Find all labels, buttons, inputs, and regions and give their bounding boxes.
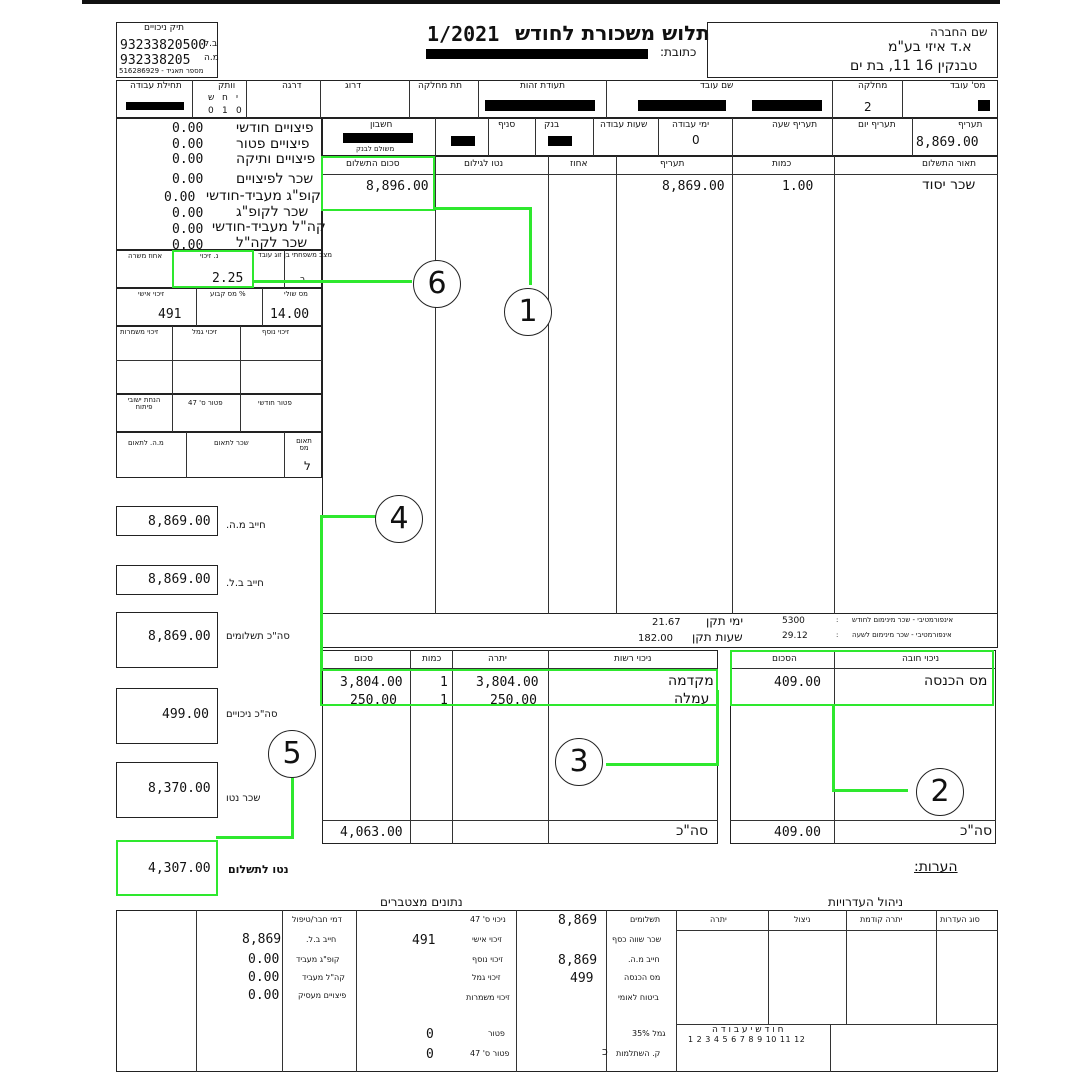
marginal-tax-value: 14.00 (270, 307, 310, 322)
day-rate-label: תעריף יום (858, 120, 896, 130)
cum-pension-credit-label: זיכוי גמל (472, 973, 501, 982)
redacted-start-date (126, 102, 184, 110)
highlight-net-to-pay (116, 840, 218, 896)
taxable-income-label: חייב מ.ה. (226, 520, 266, 531)
pay-rate: 8,869.00 (662, 179, 725, 194)
min-hour-label: אינפורמטיבי - שכר מינימום לשעה (852, 631, 952, 639)
ni-taxable-label: חייב ב.ל. (226, 578, 264, 589)
notes-label: הערות: (914, 859, 958, 875)
work-months-numbers: 1 2 3 4 5 6 7 8 9 10 11 12 (688, 1035, 806, 1044)
net-salary-value: 8,370.00 (148, 781, 211, 796)
branch-label: סניף (498, 120, 516, 130)
annotation-1: 1 (504, 288, 552, 336)
cum-taxable-value: 8,869 (558, 953, 598, 968)
cum-exempt-label: פטור (488, 1029, 505, 1038)
dev-area-label: הנחת ישובי פיתוח (127, 396, 161, 411)
min-month-value: 5300 (782, 616, 805, 626)
advance-label: מקדמה (668, 673, 714, 689)
voluntary-amount-header: סכום (354, 654, 374, 664)
cumulative-title: נתונים מצטברים (380, 895, 463, 909)
mandatory-header: ניכוי חובה (902, 654, 940, 664)
cum-personal-credit-value: 491 (412, 933, 436, 948)
annotation-6: 6 (413, 260, 461, 308)
company-label: שם החברה (930, 25, 988, 39)
pay-amount: 8,896.00 (366, 179, 429, 194)
cum-extra-credit-label: זיכוי נוסף (472, 955, 503, 964)
cum-s47-exempt-value: 0 (426, 1047, 434, 1062)
adj-mh-label: מ.ה. לתאום (128, 439, 164, 447)
advance-amount: 3,804.00 (340, 675, 403, 690)
min-hour-value: 29.12 (782, 631, 808, 641)
seniority-years-label: י (236, 93, 239, 103)
personal-credit-label: זיכוי אישי (138, 290, 165, 298)
total-payments-label: סה"כ תשלומים (226, 631, 290, 642)
tax-adj-label: תאום מס (296, 437, 312, 452)
annotation-3: 3 (555, 738, 603, 786)
credit-points-value: 2.25 (212, 271, 244, 286)
voluntary-qty-header: כמות (422, 654, 442, 664)
cum-exempt-value: 0 (426, 1027, 434, 1042)
sev-seniority-value: 0.00 (172, 152, 204, 167)
net-salary-label: שכר נטו (226, 793, 261, 804)
cum-ni-label: ביטוח לאומי (618, 993, 659, 1002)
mh-value: 932338205 (120, 53, 191, 68)
seniority-days: 0 (208, 106, 214, 116)
cum-benefit-label: שכר שווה כסף (612, 935, 662, 944)
pay-pct-header: אחוז (570, 159, 588, 169)
cum-s47-label: ניכוי ס' 47 (470, 915, 506, 924)
shifts-credit-label: זיכוי משמרות (120, 328, 159, 336)
cum-personal-credit-label: זיכוי אישי (472, 935, 502, 944)
department-value: 2 (864, 100, 872, 114)
cum-payments-label: תשלומים (630, 915, 661, 924)
cum-taxable-label: חייב מ.ה. (628, 955, 660, 964)
credit-points-label: נ. זיכוי (200, 252, 219, 260)
cum-study-fund-value: כ (602, 1045, 608, 1058)
seniority-months-label: ח (222, 93, 228, 103)
monthly-exempt-label: פטור חודשי (258, 399, 292, 407)
sev-exempt-value: 0.00 (172, 137, 204, 152)
cum-union-fee-label: דמי חבר/טיפול (292, 915, 342, 924)
extra-credit-label: זיכוי נוסף (262, 328, 290, 336)
sev-exempt-label: פיצויים פטור (236, 136, 310, 152)
marginal-tax-label: מס שולי (284, 290, 308, 298)
study-fund-employer-value: 0.00 (172, 222, 204, 237)
company-address: טבנקין 16 11, בת ים (850, 58, 978, 74)
fee-balance: 250.00 (490, 693, 537, 708)
sev-monthly-value: 0.00 (172, 121, 204, 136)
ni-taxable-value: 8,869.00 (148, 572, 211, 587)
pension-employer-label: קופ"ג מעביד-חודשי (206, 188, 321, 204)
bl-label: ב.ל (204, 39, 218, 49)
absence-balance-header: יתרה (710, 915, 727, 924)
min-month-label: אינפורמטיבי - שכר מינימום לחודש (852, 616, 954, 624)
absence-type-header: סוג העדרות (940, 915, 980, 924)
cum-study-employer-label: קה"ל מעביד (302, 973, 345, 982)
redacted-last-name (638, 100, 726, 111)
rate-label: תעריף (958, 120, 983, 130)
cum-income-tax-label: מס הכנסה (624, 973, 661, 982)
redacted-first-name (752, 100, 822, 111)
cum-pension-employer-label: קופ"ג מעביד (296, 955, 340, 964)
id-label: תעודת זהות (520, 81, 566, 91)
advance-qty: 1 (440, 675, 448, 690)
mandatory-total-value: 409.00 (774, 825, 821, 840)
adj-salary-label: שכר לתאום (214, 439, 249, 447)
bank-label: בנק (544, 120, 560, 130)
cum-severance-employer-value: 0.00 (248, 988, 280, 1003)
pay-rate-header: תעריף (660, 159, 685, 169)
highlight-mandatory-deductions (730, 650, 994, 706)
highlight-credit-points (172, 250, 254, 288)
seniority-days-label: ש (208, 93, 215, 103)
emp-no-label: מס' עובד (950, 81, 986, 91)
sev-salary-value: 0.00 (172, 172, 204, 187)
study-fund-salary-label: שכר לקה"ל (236, 235, 308, 251)
pension-employer-value: 0.00 (164, 190, 196, 205)
absence-title: ניהול העדרויות (828, 895, 904, 909)
annotation-5: 5 (268, 730, 316, 778)
total-deductions-label: סה"כ ניכויים (226, 709, 278, 720)
income-tax-label: מס הכנסה (924, 673, 988, 689)
fee-label: עמלה (674, 691, 710, 707)
annotation-4: 4 (375, 495, 423, 543)
employer-no: 516286929 - מספר תאגיד (119, 67, 204, 75)
mandatory-amount-header: הסכום (772, 654, 797, 664)
redacted-emp-no (978, 100, 990, 111)
taxable-income-value: 8,869.00 (148, 514, 211, 529)
redacted-id (485, 100, 595, 111)
sev-salary-label: שכר לפיצויים (236, 171, 314, 187)
std-hours-label: שעות תקן (692, 630, 743, 644)
pay-desc: שכר יסוד (922, 177, 976, 193)
sev-seniority-label: פיצויים ותיקה (236, 151, 316, 167)
redacted-bank (548, 136, 572, 146)
redacted-account (343, 133, 413, 143)
account-label: חשבון (370, 120, 393, 130)
rank-label: דרוג (345, 81, 362, 91)
net-to-pay-value: 4,307.00 (148, 861, 211, 876)
job-percent-label: אחוז משרה (128, 252, 163, 260)
hour-rate-label: תעריף שעה (772, 120, 818, 130)
voluntary-header: ניכוי רשות (614, 654, 652, 664)
fee-amount: 250.00 (350, 693, 397, 708)
work-days-label: ימי עבודה (672, 120, 710, 130)
s47-exempt-label: פטור ס' 47 (188, 399, 223, 407)
cum-payments-value: 8,869 (558, 913, 598, 928)
redacted-branch (451, 136, 475, 146)
pay-qty-header: כמות (772, 159, 792, 169)
voluntary-balance-header: יתרה (488, 654, 507, 664)
redacted-address (426, 49, 648, 59)
cum-study-fund-label: ק. השתלמות (616, 1049, 661, 1058)
personal-credit-value: 491 (158, 307, 182, 322)
payslip-period: 1/2021 (427, 22, 500, 46)
work-hours-label: שעות עבודה (600, 120, 648, 130)
cum-income-tax-value: 499 (570, 971, 594, 986)
income-tax-amount: 409.00 (774, 675, 821, 690)
page-top-border (82, 0, 1000, 4)
cum-pension-employer-value: 0.00 (248, 952, 280, 967)
advance-balance: 3,804.00 (476, 675, 539, 690)
start-date-label: תחילת עבודה (130, 81, 182, 91)
pay-grossup-header: נטו לגילום (464, 159, 504, 169)
mh-label: מ.ה (204, 53, 219, 63)
marital-label: מצב משפחתי (292, 251, 333, 259)
pay-qty: 1.00 (782, 179, 814, 194)
bank-payment-note: משולם לבנק (356, 145, 395, 153)
cum-shifts-credit-label: זיכוי משמרות (466, 993, 510, 1002)
seniority-label: וותק (218, 81, 236, 91)
std-days-value: 21.67 (652, 617, 681, 628)
highlight-payment-amount (321, 156, 435, 211)
std-days-label: ימי תקן (706, 614, 744, 628)
net-to-pay-label: נטו לתשלום (228, 863, 289, 876)
work-days-value: 0 (692, 133, 700, 147)
subdept-label: תת מחלקה (418, 81, 463, 91)
spouse-label: בן זוג עובד (258, 251, 290, 259)
dept-label: מחלקה (858, 81, 888, 91)
total-payments-value: 8,869.00 (148, 629, 211, 644)
pension-salary-value: 0.00 (172, 206, 204, 221)
absence-used-header: ניצול (794, 915, 811, 924)
cum-study-employer-value: 0.00 (248, 970, 280, 985)
highlight-voluntary-deductions (320, 669, 718, 706)
cum-severance-employer-label: פיצויים מעסיק (298, 991, 347, 1000)
pension-salary-label: שכר לקופ"ג (236, 204, 309, 220)
payslip-title: תלוש משכורת לחודש (515, 21, 710, 45)
pay-amount-header: סכום התשלום (346, 159, 400, 169)
std-hours-value: 182.00 (638, 633, 673, 644)
emp-name-label: שם עובד (700, 81, 734, 91)
cum-gemel-label: גמל 35% (632, 1029, 666, 1038)
seniority-months: 1 (222, 106, 228, 116)
address-label: כתובת: (660, 45, 697, 59)
cum-ni-taxable-value: 8,869 (242, 932, 282, 947)
fixed-tax-label: % מס קבוע (210, 290, 246, 298)
total-deductions-value: 499.00 (162, 707, 209, 722)
cum-ni-taxable-label: חייב ב.ל. (306, 935, 337, 944)
fee-qty: 1 (440, 693, 448, 708)
study-fund-employer-label: קה"ל מעביד-חודשי (212, 219, 326, 235)
annotation-2: 2 (916, 768, 964, 816)
sev-monthly-label: פיצויים חודשי (236, 120, 314, 136)
study-fund-salary-value: 0.00 (172, 238, 204, 253)
grade-label: דרגה (282, 81, 302, 91)
mandatory-total-label: סה"כ (960, 823, 993, 839)
company-name: א.ד איזי בע"מ (888, 39, 972, 55)
work-months-label: ח ו ד ש י ע ב ו ד ה (712, 1025, 784, 1035)
absence-prev-header: יתרה קודמת (860, 915, 903, 924)
seniority-years: 0 (236, 106, 242, 116)
cum-s47-exempt-label: פטור ס' 47 (470, 1049, 510, 1058)
monthly-rate-value: 8,869.00 (916, 135, 979, 150)
bl-value: 93233820500 (120, 38, 207, 53)
pension-credit-label: זיכוי גמל (192, 328, 218, 336)
file-label: תיק ניכויים (144, 23, 184, 33)
tax-adj-value: ל (304, 459, 311, 473)
voluntary-total-value: 4,063.00 (340, 825, 403, 840)
pay-desc-header: תאור התשלום (922, 159, 977, 169)
voluntary-total-label: סה"כ (676, 823, 709, 839)
